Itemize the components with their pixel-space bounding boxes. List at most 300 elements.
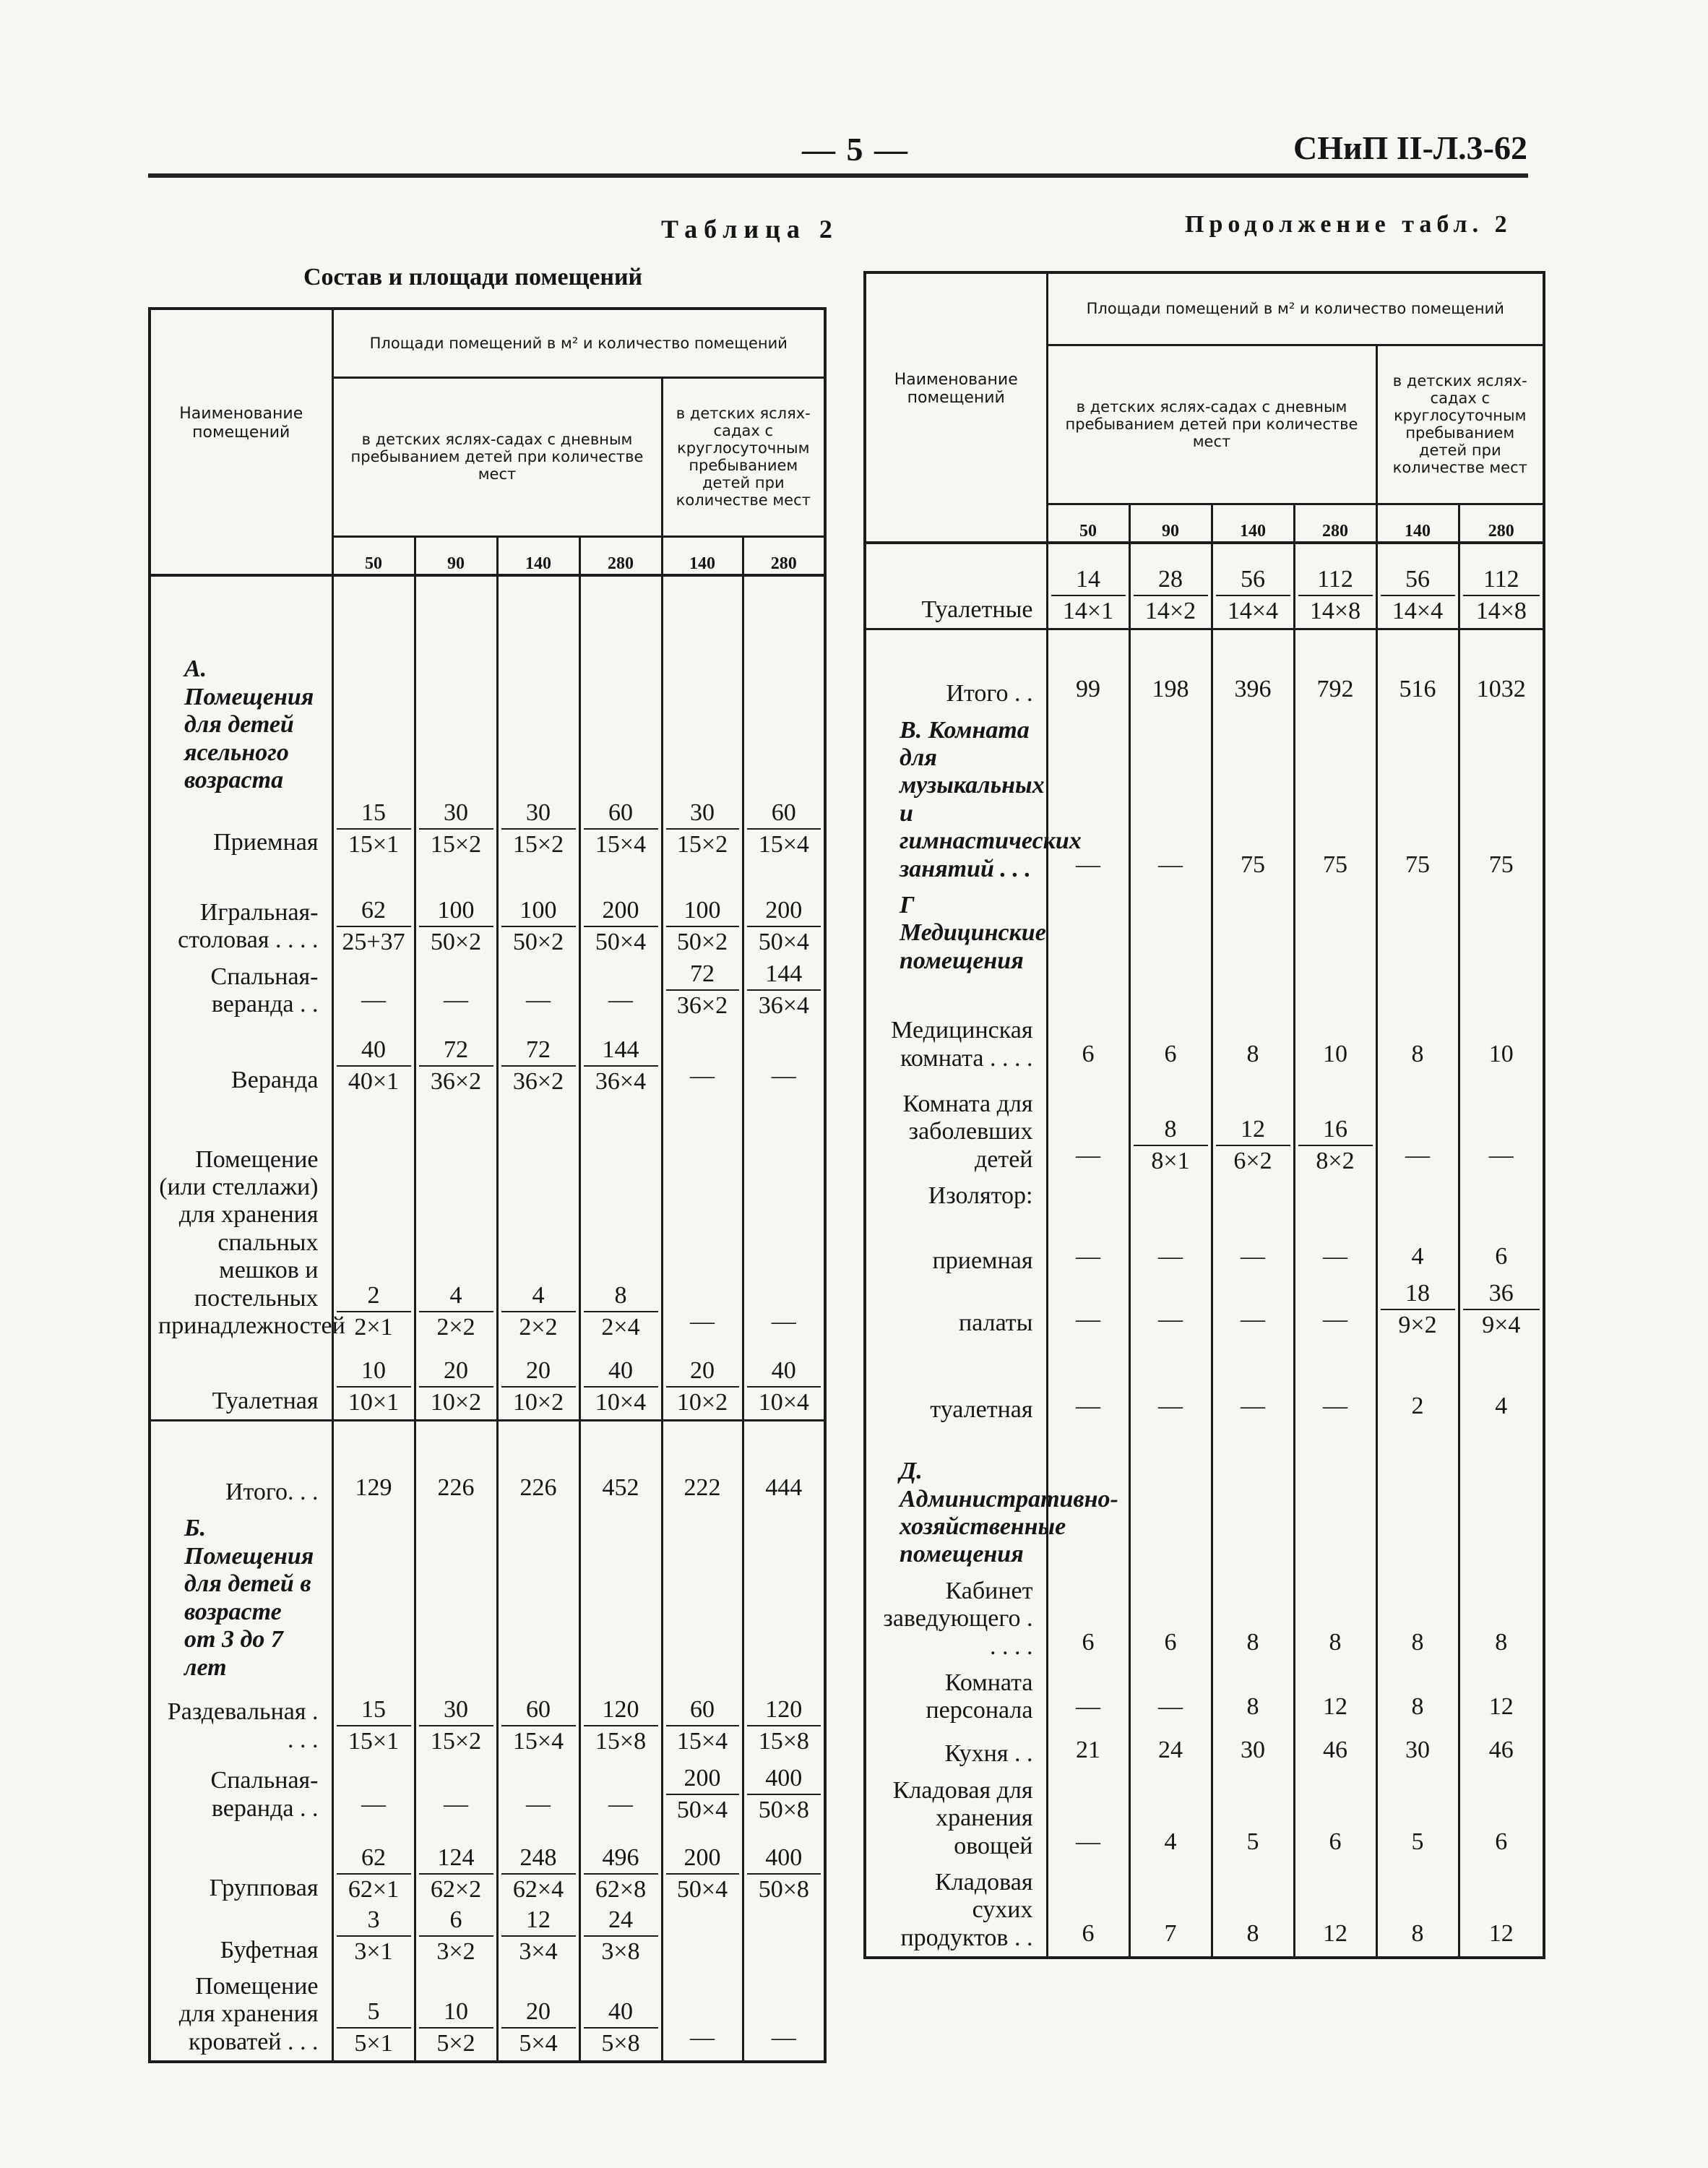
area-cell: [743, 1023, 825, 1098]
area-breakdown: 36×2: [430, 1068, 482, 1096]
area-cell: [1129, 1178, 1212, 1214]
area-value: 8: [1495, 1628, 1508, 1656]
table-row: [865, 1729, 1544, 1773]
right-col-head-4: 140: [1376, 504, 1459, 543]
area-cell: [1129, 1077, 1212, 1178]
area-value: 99: [1076, 676, 1100, 703]
area-breakdown: 10×4: [595, 1388, 647, 1416]
room-name: Веранда: [150, 1023, 332, 1098]
area-cell: [1376, 1178, 1459, 1214]
area-breakdown: 62×4: [512, 1875, 564, 1903]
area-value: —: [1405, 1142, 1430, 1169]
table-row: [150, 1969, 825, 2062]
table-row: [150, 1344, 825, 1420]
area-value: 10: [1323, 1041, 1347, 1068]
area-cell: [1294, 713, 1376, 887]
area-value: 5: [1411, 1828, 1424, 1855]
area-value: [663, 1960, 742, 1966]
area-cell: [497, 1023, 579, 1098]
table-row: [865, 1178, 1544, 1214]
area-cell: [497, 1758, 579, 1827]
left-head-name: Наименование помещений: [150, 309, 332, 536]
area-value: 8: [1411, 1692, 1424, 1720]
area-cell: [1459, 629, 1544, 713]
area-total: 60: [666, 1696, 739, 1726]
area-value: 198: [1152, 676, 1189, 703]
area-value: 46: [1323, 1736, 1347, 1763]
area-cell: [1459, 1864, 1544, 1958]
area-value: —: [608, 986, 633, 1014]
area-value: —: [608, 1790, 633, 1818]
area-cell: [1294, 1864, 1376, 1958]
area-value: 8: [1329, 1628, 1342, 1656]
area-cell: [1459, 1429, 1544, 1573]
area-cell: [332, 1827, 415, 1906]
area-total: 40: [584, 1357, 658, 1388]
area-cell: [1212, 1280, 1294, 1342]
area-value: —: [1076, 1243, 1100, 1270]
table-row: [150, 1420, 825, 1510]
area-cell: [743, 1510, 825, 1685]
area-cell: [415, 575, 497, 799]
area-cell: [1212, 1215, 1294, 1280]
room-name: Спальная-веранда . .: [150, 1758, 332, 1827]
room-name: Игральная-столовая . . . .: [150, 861, 332, 959]
area-total: 2: [337, 1282, 411, 1312]
area-value: 222: [683, 1474, 721, 1502]
area-cell: [1047, 887, 1129, 979]
area-total: 30: [501, 799, 576, 830]
area-cell: [1047, 629, 1129, 713]
area-cell: [662, 1420, 743, 1510]
area-cell: [415, 1686, 497, 1758]
area-breakdown: 5×4: [519, 2030, 558, 2057]
area-cell: [1459, 1215, 1544, 1280]
table-row: [150, 861, 825, 959]
area-value: —: [771, 1308, 796, 1335]
area-value: —: [444, 1790, 468, 1818]
area-cell: [662, 1686, 743, 1758]
page-number: — 5 —: [802, 131, 909, 168]
area-value: 21: [1076, 1736, 1100, 1763]
area-cell: [1129, 1773, 1212, 1864]
area-value: —: [1323, 1243, 1347, 1270]
right-col-head-1: 90: [1129, 504, 1212, 543]
area-total: 124: [419, 1844, 493, 1875]
area-cell: [332, 959, 415, 1023]
area-cell: [743, 1758, 825, 1827]
area-cell: [1459, 1280, 1544, 1342]
area-cell: [1376, 1215, 1459, 1280]
area-total: 200: [666, 1844, 739, 1875]
area-cell: [1129, 713, 1212, 887]
area-cell: [415, 1344, 497, 1420]
table-row: [865, 1773, 1544, 1864]
area-value: —: [1076, 1692, 1100, 1720]
area-breakdown: 62×1: [348, 1875, 400, 1903]
area-cell: [1376, 713, 1459, 887]
room-name: Туалетная: [150, 1344, 332, 1420]
area-cell: [1129, 1573, 1212, 1665]
area-cell: [332, 575, 415, 799]
area-total: 36: [1463, 1280, 1540, 1310]
area-total: 100: [419, 897, 493, 927]
area-breakdown: 50×8: [758, 1796, 809, 1823]
area-cell: [1376, 629, 1459, 713]
table-row: [150, 1686, 825, 1758]
area-cell: [579, 1023, 662, 1098]
area-cell: [743, 1686, 825, 1758]
right-col-head-5: 280: [1459, 504, 1544, 543]
table-row: [865, 713, 1544, 887]
area-cell: [1129, 1429, 1212, 1573]
area-value: 7: [1164, 1920, 1177, 1948]
table-row: [150, 1510, 825, 1685]
table-row: [150, 575, 825, 799]
area-value: 8: [1246, 1692, 1259, 1720]
area-total: 30: [419, 1696, 493, 1726]
area-cell: [1459, 713, 1544, 887]
room-name: Г Медицинские помещения: [865, 887, 1047, 979]
right-table: [863, 271, 1545, 1959]
area-total: 112: [1298, 566, 1373, 596]
area-cell: [1376, 1573, 1459, 1665]
room-name: Итого. . .: [150, 1420, 332, 1510]
table-row: [865, 1864, 1544, 1958]
area-cell: [662, 861, 743, 959]
area-value: 8: [1411, 1920, 1424, 1948]
area-value: 6: [1495, 1243, 1508, 1270]
area-cell: [1376, 1864, 1459, 1958]
room-name: Приемная: [150, 799, 332, 861]
area-cell: [1294, 1729, 1376, 1773]
area-cell: [415, 1510, 497, 1685]
area-cell: [415, 1827, 497, 1906]
area-cell: [497, 861, 579, 959]
area-breakdown: 3×1: [354, 1937, 393, 1965]
area-cell: [1212, 1429, 1294, 1573]
area-value: —: [771, 1062, 796, 1090]
area-breakdown: 40×1: [348, 1068, 400, 1096]
area-cell: [1212, 1665, 1294, 1729]
table-row: [150, 959, 825, 1023]
area-cell: [1047, 1215, 1129, 1280]
area-value: 75: [1241, 851, 1265, 878]
area-cell: [1294, 629, 1376, 713]
area-value: 24: [1158, 1736, 1183, 1763]
area-cell: [1376, 1342, 1459, 1429]
left-table-title: Состав и площади помещений: [303, 264, 643, 291]
room-name: В. Комната для музыкальных и гимнастических занятий . . .: [865, 713, 1047, 887]
area-cell: [743, 1827, 825, 1906]
area-breakdown: 10×4: [758, 1388, 809, 1416]
area-value: —: [361, 1790, 386, 1818]
area-value: —: [1323, 1392, 1347, 1419]
area-cell: [1459, 1077, 1544, 1178]
room-name: Кабинет заведующего . . . . .: [865, 1573, 1047, 1665]
area-value: 396: [1234, 676, 1272, 703]
table-row: [865, 1280, 1544, 1342]
area-cell: [662, 1510, 743, 1685]
area-total: 6: [419, 1906, 493, 1937]
room-name: Групповая: [150, 1827, 332, 1906]
area-breakdown: 2×4: [601, 1314, 640, 1341]
area-value: —: [526, 1790, 551, 1818]
room-name: Кухня . .: [865, 1729, 1047, 1773]
right-head-day: в детских яслях-садах с дневным пребыванием детей при количестве мест: [1047, 345, 1376, 504]
area-total: 28: [1134, 566, 1208, 596]
area-cell: [1459, 887, 1544, 979]
area-total: 15: [337, 1696, 411, 1726]
area-cell: [415, 959, 497, 1023]
area-value: 2: [1411, 1392, 1424, 1419]
area-cell: [1129, 1665, 1212, 1729]
area-cell: [743, 799, 825, 861]
area-cell: [1376, 1429, 1459, 1573]
area-cell: [1129, 629, 1212, 713]
area-cell: [1047, 1077, 1129, 1178]
table-row: [865, 979, 1544, 1077]
area-breakdown: 10×1: [348, 1388, 400, 1416]
area-cell: [743, 1969, 825, 2062]
area-breakdown: 15×2: [512, 830, 564, 858]
area-cell: [332, 1510, 415, 1685]
area-total: 40: [747, 1357, 821, 1388]
area-value: 6: [1082, 1041, 1095, 1068]
area-breakdown: 5×8: [601, 2030, 640, 2057]
area-cell: [415, 1969, 497, 2062]
area-total: 18: [1381, 1280, 1455, 1310]
table-row: [865, 1342, 1544, 1429]
area-breakdown: 15×4: [595, 830, 647, 858]
area-total: 144: [747, 960, 821, 991]
area-cell: [497, 1969, 579, 2062]
area-cell: [1212, 629, 1294, 713]
area-cell: [497, 1906, 579, 1969]
area-value: 129: [355, 1474, 392, 1502]
area-total: 40: [584, 1998, 658, 2029]
area-total: 30: [419, 799, 493, 830]
area-cell: [1047, 713, 1129, 887]
area-cell: [662, 1758, 743, 1827]
area-cell: [579, 799, 662, 861]
area-value: 8: [1411, 1041, 1424, 1068]
area-value: —: [526, 986, 551, 1014]
area-cell: [1047, 1729, 1129, 1773]
table-row: [865, 1429, 1544, 1573]
area-cell: [1376, 1729, 1459, 1773]
area-cell: [579, 1827, 662, 1906]
area-cell: [743, 575, 825, 799]
area-cell: [579, 1906, 662, 1969]
area-cell: [332, 1969, 415, 2062]
area-cell: [1294, 1178, 1376, 1214]
area-value: 452: [602, 1474, 639, 1502]
table-row: [865, 1077, 1544, 1178]
area-cell: [1294, 1215, 1376, 1280]
area-cell: [415, 861, 497, 959]
area-cell: [1212, 887, 1294, 979]
area-cell: [662, 799, 743, 861]
area-total: 120: [584, 1696, 658, 1726]
area-cell: [1047, 1280, 1129, 1342]
area-cell: [332, 799, 415, 861]
area-cell: [662, 1344, 743, 1420]
area-value: —: [1158, 1392, 1183, 1419]
left-table-caption: Таблица 2: [661, 215, 839, 244]
area-total: 10: [337, 1357, 411, 1388]
area-cell: [1294, 1077, 1376, 1178]
area-value: 6: [1495, 1828, 1508, 1855]
area-total: 15: [337, 799, 411, 830]
table-row: [865, 1573, 1544, 1665]
area-total: 100: [666, 897, 739, 927]
room-name: Комната персонала: [865, 1665, 1047, 1729]
area-total: 5: [337, 1998, 411, 2029]
area-cell: [662, 1906, 743, 1969]
area-value: 75: [1488, 851, 1514, 878]
area-value: 8: [1246, 1041, 1259, 1068]
area-cell: [1459, 1342, 1544, 1429]
area-value: 4: [1495, 1392, 1508, 1419]
area-breakdown: 15×1: [348, 1727, 400, 1755]
area-breakdown: 3×4: [519, 1937, 558, 1965]
area-cell: [662, 1969, 743, 2062]
area-value: 226: [519, 1474, 557, 1502]
table-row: [865, 1665, 1544, 1729]
area-cell: [497, 1827, 579, 1906]
area-breakdown: 15×2: [430, 1727, 482, 1755]
area-value: 30: [1405, 1736, 1430, 1763]
area-value: —: [1488, 1142, 1514, 1169]
area-breakdown: 5×2: [436, 2030, 475, 2057]
left-head-round: в детских яслях-садах с круглосуточным пребыванием детей при количестве мест: [662, 377, 825, 536]
area-total: 12: [1216, 1116, 1290, 1146]
right-col-head-3: 280: [1294, 504, 1376, 543]
area-total: 20: [419, 1357, 493, 1388]
area-cell: [579, 1686, 662, 1758]
table-row: [150, 1098, 825, 1344]
area-total: 4: [501, 1282, 576, 1312]
area-cell: [662, 1023, 743, 1098]
area-cell: [1294, 1665, 1376, 1729]
area-breakdown: 15×1: [348, 830, 400, 858]
table-row: [865, 1215, 1544, 1280]
area-value: —: [1323, 1305, 1347, 1333]
area-breakdown: 50×2: [512, 928, 564, 955]
table-row: [865, 543, 1544, 629]
area-cell: [1047, 1178, 1129, 1214]
area-cell: [1212, 543, 1294, 629]
left-col-head-2: 140: [497, 536, 579, 575]
area-cell: [415, 1420, 497, 1510]
left-col-head-5: 280: [743, 536, 825, 575]
area-cell: [662, 575, 743, 799]
area-cell: [1294, 1429, 1376, 1573]
area-cell: [1047, 1573, 1129, 1665]
area-cell: [1212, 1178, 1294, 1214]
area-cell: [1212, 713, 1294, 887]
area-cell: [579, 1969, 662, 2062]
area-cell: [497, 1420, 579, 1510]
area-value: —: [361, 986, 386, 1014]
area-breakdown: 36×2: [512, 1068, 564, 1096]
area-cell: [1459, 1665, 1544, 1729]
room-name: Медицинская комната . . . .: [865, 979, 1047, 1077]
area-cell: [1129, 1342, 1212, 1429]
area-cell: [1294, 1342, 1376, 1429]
area-cell: [1047, 979, 1129, 1077]
area-breakdown: 15×2: [430, 830, 482, 858]
area-breakdown: 36×2: [676, 992, 728, 1020]
room-name: Раздевальная . . . .: [150, 1686, 332, 1758]
area-breakdown: 14×4: [1227, 597, 1279, 624]
left-col-head-1: 90: [415, 536, 497, 575]
area-cell: [1294, 979, 1376, 1077]
area-cell: [1129, 887, 1212, 979]
area-total: 496: [584, 1844, 658, 1875]
area-cell: [332, 1686, 415, 1758]
area-value: —: [1076, 851, 1100, 878]
area-cell: [743, 1420, 825, 1510]
area-total: 400: [747, 1844, 821, 1875]
area-total: 30: [666, 799, 739, 830]
area-value: —: [1158, 1243, 1183, 1270]
area-cell: [1129, 1280, 1212, 1342]
area-cell: [332, 1420, 415, 1510]
area-total: 4: [419, 1282, 493, 1312]
area-cell: [743, 1344, 825, 1420]
area-breakdown: 50×4: [676, 1875, 728, 1903]
room-name: Буфетная: [150, 1906, 332, 1969]
area-value: 8: [1246, 1920, 1259, 1948]
area-cell: [743, 1098, 825, 1344]
room-name: Спальная-веранда . .: [150, 959, 332, 1023]
area-breakdown: 14×1: [1062, 597, 1114, 624]
area-breakdown: 15×8: [758, 1727, 809, 1755]
area-cell: [332, 1098, 415, 1344]
area-total: 24: [584, 1906, 658, 1937]
area-cell: [1129, 979, 1212, 1077]
area-breakdown: 15×4: [512, 1727, 564, 1755]
area-breakdown: 50×4: [676, 1796, 728, 1823]
area-cell: [743, 861, 825, 959]
room-name: Кладовая сухих продуктов . .: [865, 1864, 1047, 1958]
area-cell: [743, 1906, 825, 1969]
right-head-round: в детских яслях-садах с круглосуточным пребыванием детей при количестве мест: [1376, 345, 1544, 504]
room-name: А. Помещения для детей ясельного возраста: [150, 575, 332, 799]
area-breakdown: 25+37: [342, 928, 405, 955]
area-total: 60: [501, 1696, 576, 1726]
area-breakdown: 62×8: [595, 1875, 647, 1903]
area-total: 20: [501, 1357, 576, 1388]
area-total: 100: [501, 897, 576, 927]
area-cell: [415, 1906, 497, 1969]
left-head-areas: Площади помещений в м² и количество помещений: [332, 309, 825, 377]
area-value: —: [1076, 1828, 1100, 1855]
area-total: 72: [501, 1036, 576, 1067]
area-breakdown: 8×1: [1151, 1148, 1190, 1175]
area-cell: [497, 1344, 579, 1420]
area-cell: [332, 1758, 415, 1827]
left-col-head-4: 140: [662, 536, 743, 575]
area-cell: [743, 959, 825, 1023]
area-cell: [1459, 1573, 1544, 1665]
area-cell: [579, 1098, 662, 1344]
area-value: —: [1158, 1692, 1183, 1720]
area-total: 400: [747, 1765, 821, 1795]
area-cell: [1294, 887, 1376, 979]
